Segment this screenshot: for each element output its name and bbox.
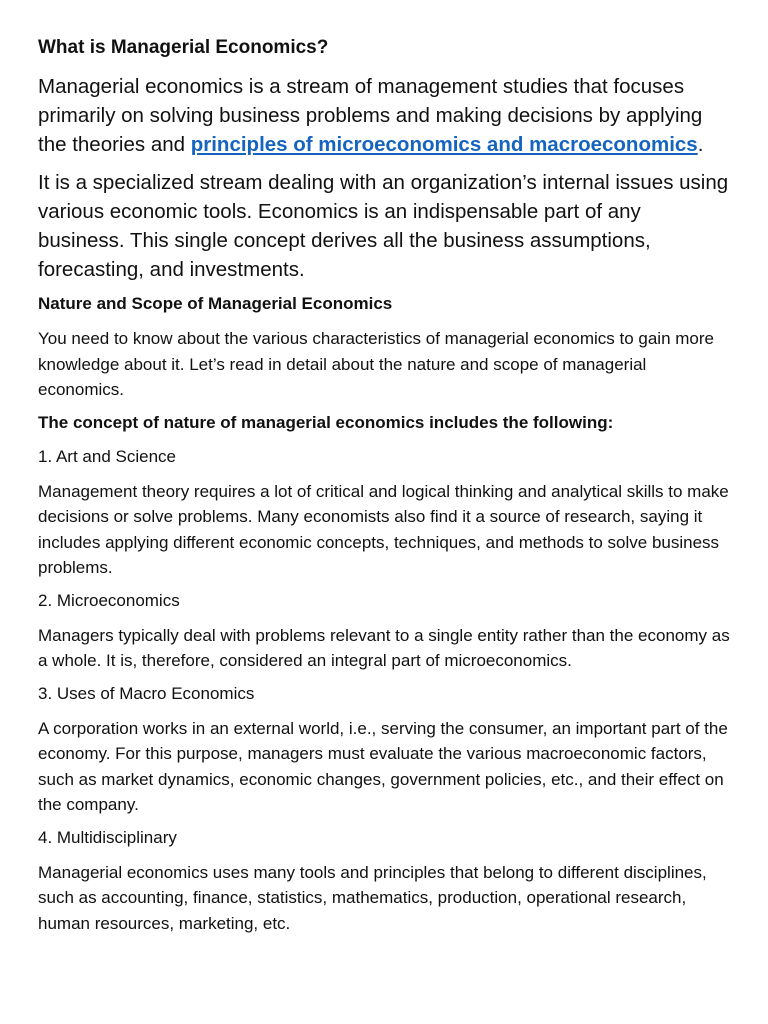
section-heading: Nature and Scope of Managerial Economics — [38, 294, 393, 313]
item-title-microeconomics: 2. Microeconomics — [38, 590, 180, 610]
item-text-multidisciplinary: Managerial economics uses many tools and principles that belong to different disciplines, such as accounting, finance, statistics, mathematics, production, operational research, human resources, marketing, etc. — [38, 862, 707, 933]
item-title-multidisciplinary: 4. Multidisciplinary — [38, 827, 177, 847]
micro-macro-link[interactable]: principles of microeconomics and macroeconomics — [190, 133, 698, 156]
item-title-macroeconomics: 3. Uses of Macro Economics — [38, 683, 255, 703]
item-title-art-science: 1. Art and Science — [38, 446, 176, 466]
page-title: What is Managerial Economics? — [38, 37, 329, 58]
item-text-art-science: Management theory requires a lot of critical and logical thinking and analytical skills to make decisions or solve problems. Many economists also find it a source of research, saying it includes applying different economic concepts, techniques, and methods to solve business problems. — [38, 481, 729, 577]
intro-paragraph-1 — [38, 72, 730, 159]
item-text-microeconomics: Managers typically deal with problems relevant to a single entity rather than the economy as a whole. It is, therefore, considered an integral part of microeconomics. — [38, 625, 730, 670]
item-text-macroeconomics: A corporation works in an external world, i.e., serving the consumer, an important part of the economy. For this purpose, managers must evaluate the various macroeconomic factors, such as market dynamics, economic changes, government policies, etc., and their effect on the company. — [38, 718, 728, 814]
intro-text: Managerial economics is a stream of management studies that focuses primarily on solving business problems and making decisions by applying the theories and — [38, 75, 703, 156]
section-intro: You need to know about the various characteristics of managerial economics to gain more knowledge about it. Let’s read in detail about the nature and scope of managerial economics. — [38, 329, 714, 399]
concept-heading: The concept of nature of managerial economics includes the following: — [38, 412, 614, 432]
intro-period: . — [697, 133, 704, 156]
intro-paragraph-2: It is a specialized stream dealing with an organization’s internal issues using various economic tools. Economics is an indispensable part of any business. This single concept derives all the business assumptions, forecasting, and investments. — [38, 171, 729, 281]
